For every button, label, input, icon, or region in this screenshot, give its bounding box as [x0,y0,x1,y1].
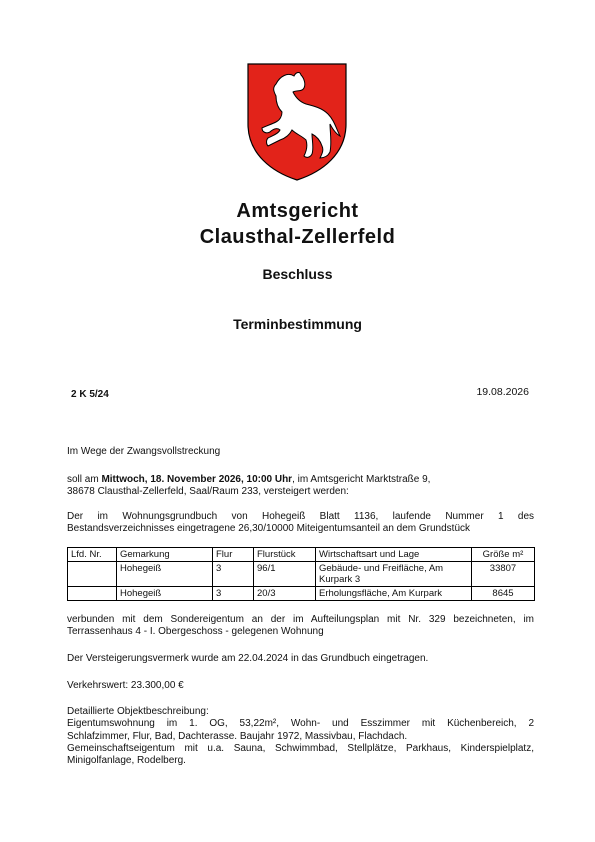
cell-use: Erholungsfläche, Am Kurpark [316,587,472,601]
cell-size: 8645 [472,587,535,601]
special-property-line1: verbunden mit dem Sondereigentum an der im Aufteilungsplan mit Nr. 329 bezeichneten, im [67,614,534,625]
special-property-line2: Terrassenhaus 4 - I. Obergeschoss - gelegenen Wohnung [67,626,324,638]
auction-address: 38678 Clausthal-Zellerfeld, Saal/Raum 233, versteigert werden: [67,486,349,498]
court-name-line2: Clausthal-Zellerfeld [199,226,396,248]
case-number: 2 K 5/24 [71,389,109,400]
cell-number [68,587,117,601]
description-line: Eigentumswohnung im 1. OG, 53,22m², Wohn- und Esszimmer mit Küchenbereich, 2 [67,718,534,730]
cell-parcel: 20/3 [254,587,316,601]
decision-heading: Beschluss [262,266,333,282]
auction-location: , im Amtsgericht Marktstraße 9, [292,474,431,485]
cell-size: 33807 [472,562,535,587]
col-header-number: Lfd. Nr. [68,548,117,562]
cell-parcel: 96/1 [254,562,316,587]
market-value: Verkehrswert: 23.300,00 € [67,680,184,691]
register-line2: Bestandsverzeichnisses eingetragene 26,30/10000 Miteigentumsanteil an dem Grundstück [67,523,471,535]
description-line: Gemeinschaftseigentum mit u.a. Sauna, Schwimmbad, Stellplätze, Parkhaus, Kinderspielplatz, [67,742,534,754]
auction-datetime: Mittwoch, 18. November 2026, 10:00 Uhr [101,474,293,485]
register-line1: Der im Wohnungsgrundbuch von Hohegeiß Blatt 1136, laufende Nummer 1 des [67,511,534,522]
cell-flur: 3 [213,562,254,587]
court-name-line1: Amtsgericht [236,200,359,222]
table-header-row [68,548,535,562]
description-heading: Detaillierte Objektbeschreibung: [67,706,209,717]
col-header-parcel: Flurstück [254,548,316,562]
registration-note: Der Versteigerungsvermerk wurde am 22.04.2024 in das Grundbuch eingetragen. [67,653,429,664]
description-line: Minigolfanlage, Rodelberg. [67,755,186,767]
subject-heading: Terminbestimmung [233,316,362,332]
cell-district: Hohegeiß [117,562,213,587]
table-row [68,587,535,601]
special-property-paragraph [67,614,534,639]
object-description [67,706,534,767]
auction-prefix: soll am [67,474,102,485]
col-header-use: Wirtschaftsart und Lage [316,548,472,562]
col-header-flur: Flur [213,548,254,562]
cell-use: Gebäude- und Freifläche, Am Kurpark 3 [316,562,472,587]
col-header-size: Größe m² [472,548,535,562]
property-table [67,547,535,601]
document-date: 19.08.2026 [476,386,529,398]
description-line: Schlafzimmer, Flur, Bad, Dachterasse. Baujahr 1972, Massivbau, Flachdach. [67,730,408,742]
register-paragraph [67,511,534,536]
intro-text: Im Wege der Zwangsvollstreckung [67,446,221,457]
cell-number [68,562,117,587]
coat-of-arms-icon [246,62,348,182]
cell-district: Hohegeiß [117,587,213,601]
table-row [68,562,535,587]
auction-paragraph [67,474,527,499]
col-header-district: Gemarkung [117,548,213,562]
cell-flur: 3 [213,587,254,601]
